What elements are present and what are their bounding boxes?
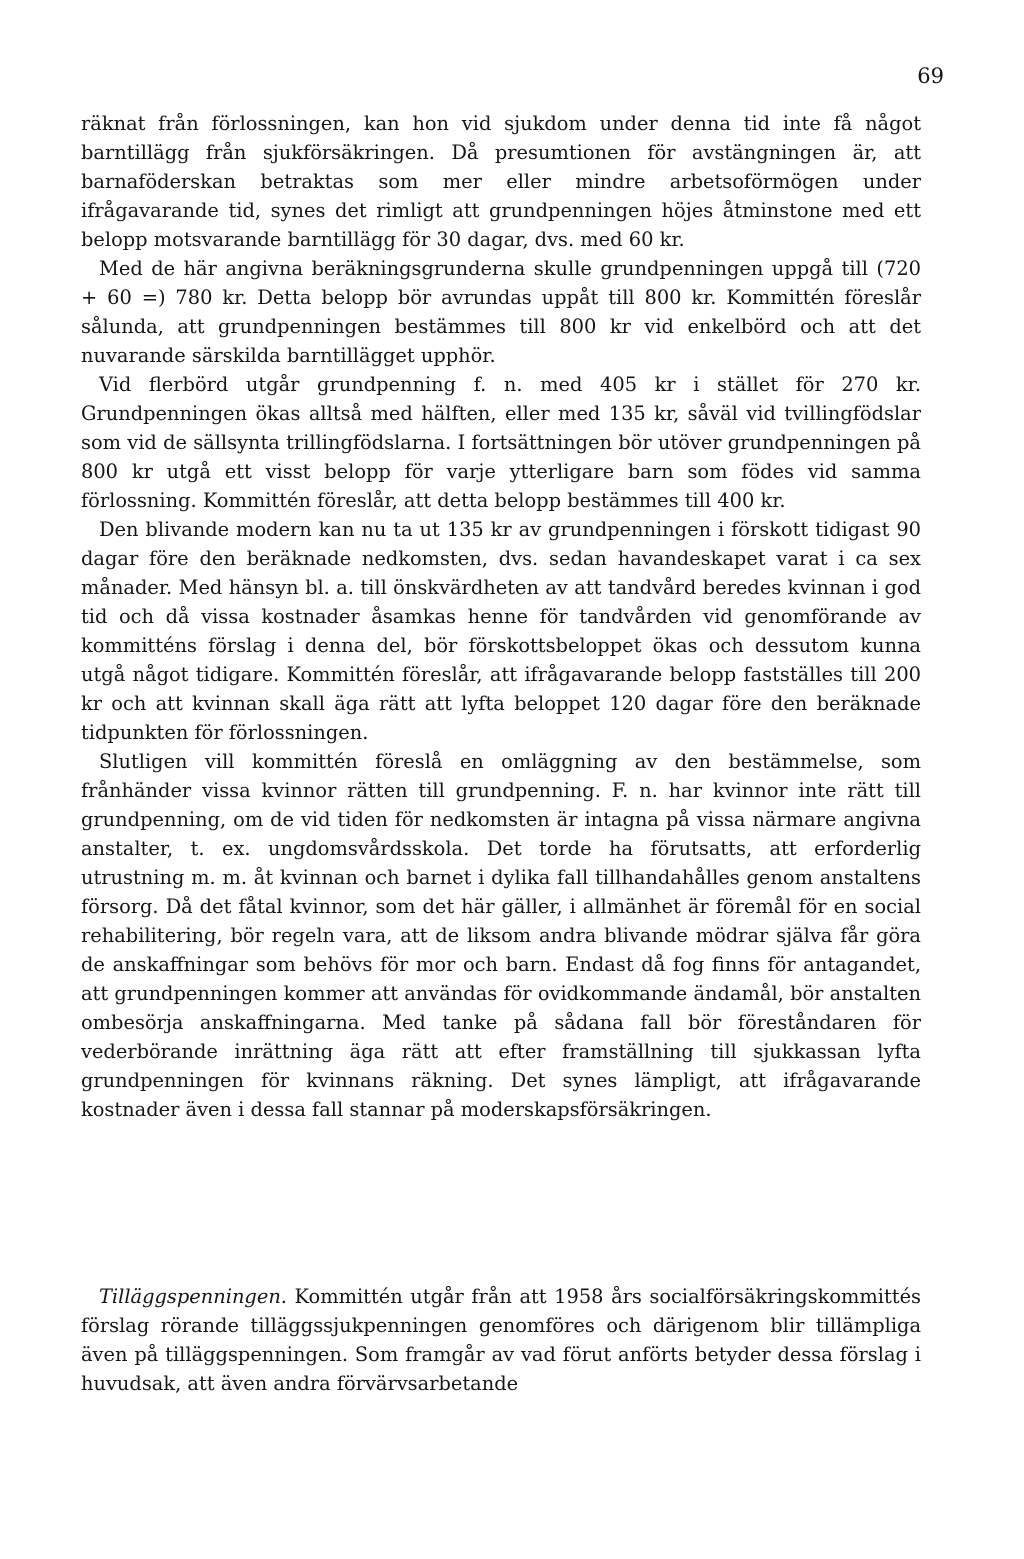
section-tillaggspenningen	[81, 1282, 921, 1398]
section-title: Tilläggspenningen.	[99, 1285, 287, 1308]
paragraph: Slutligen vill kommittén föreslå en omläggning av den bestämmelse, som frånhänder vissa kvinnor rätten till grundpenning. F. n. har kvinnor inte rätt till grundpenning, om de vid tiden för nedkomsten är intagna på vissa närmare angivna anstalter, t. ex. ungdomsvårdsskola. Det torde ha förutsatts, att erforderlig utrustning m. m. åt kvinnan och barnet i dylika fall tillhandahålles genom anstaltens försorg. Då det fåtal kvinnor, som det här gäller, i allmänhet är föremål för en social rehabilitering, bör regeln vara, att de liksom andra blivande mödrar själva får göra de anskaffningar som behövs för mor och barn. Endast då fog finns för antagandet, att grundpenningen kommer att användas för ovidkommande ändamål, bör anstalten ombesörja anskaffningarna. Med tanke på sådana fall bör föreståndaren för vederbörande inrättning äga rätt att efter framställning till sjukkassan lyfta grundpenningen för kvinnans räkning. Det synes lämpligt, att ifrågavarande kostnader även i dessa fall stannar på moderskapsförsäkringen.	[81, 750, 921, 1121]
body-text	[81, 109, 921, 1124]
page-number: 69	[917, 64, 944, 88]
section-paragraph	[81, 1282, 921, 1398]
paragraph: Vid flerbörd utgår grundpenning f. n. med 405 kr i stället för 270 kr. Grundpenningen ökas alltså med hälften, eller med 135 kr, såväl vid tvillingfödslar som vid de sällsynta trillingfödslarna. I fortsättningen bör utöver grundpenningen på 800 kr utgå ett visst belopp för varje ytterligare barn som födes vid samma förlossning. Kommittén föreslår, att detta belopp bestämmes till 400 kr.	[81, 373, 921, 512]
section-text: Kommittén utgår från att 1958 års socialförsäkringskommittés förslag rörande tilläggssjukpenningen genomföres och därigenom blir tillämpliga även på tilläggspenningen. Som framgår av vad förut anförts betyder dessa förslag i huvudsak, att även andra förvärvsarbetande	[81, 1285, 921, 1395]
paragraph: räknat från förlossningen, kan hon vid sjukdom under denna tid inte få något barntillägg från sjukförsäkringen. Då presumtionen för avstängningen är, att barnaföderskan betraktas som mer eller mindre arbetsoförmögen under ifrågavarande tid, synes det rimligt att grundpenningen höjes åtminstone med ett belopp motsvarande barntillägg för 30 dagar, dvs. med 60 kr.	[81, 112, 921, 251]
paragraph: Den blivande modern kan nu ta ut 135 kr av grundpenningen i förskott tidigast 90 dagar före den beräknade nedkomsten, dvs. sedan havandeskapet varat i ca sex månader. Med hänsyn bl. a. till önskvärdheten av att tandvård beredes kvinnan i god tid och då vissa kostnader åsamkas henne för tandvården vid genomförande av kommitténs förslag i denna del, bör förskottsbeloppet ökas och dessutom kunna utgå något tidigare. Kommittén föreslår, att ifrågavarande belopp fastställes till 200 kr och att kvinnan skall äga rätt att lyfta beloppet 120 dagar före den beräknade tidpunkten för förlossningen.	[81, 518, 921, 744]
paragraph: Med de här angivna beräkningsgrunderna skulle grundpenningen uppgå till (720 + 60 =) 780 kr. Detta belopp bör avrundas uppåt till 800 kr. Kommittén föreslår sålunda, att grundpenningen bestämmes till 800 kr vid enkelbörd och att det nuvarande särskilda barntillägget upphör.	[81, 257, 921, 367]
